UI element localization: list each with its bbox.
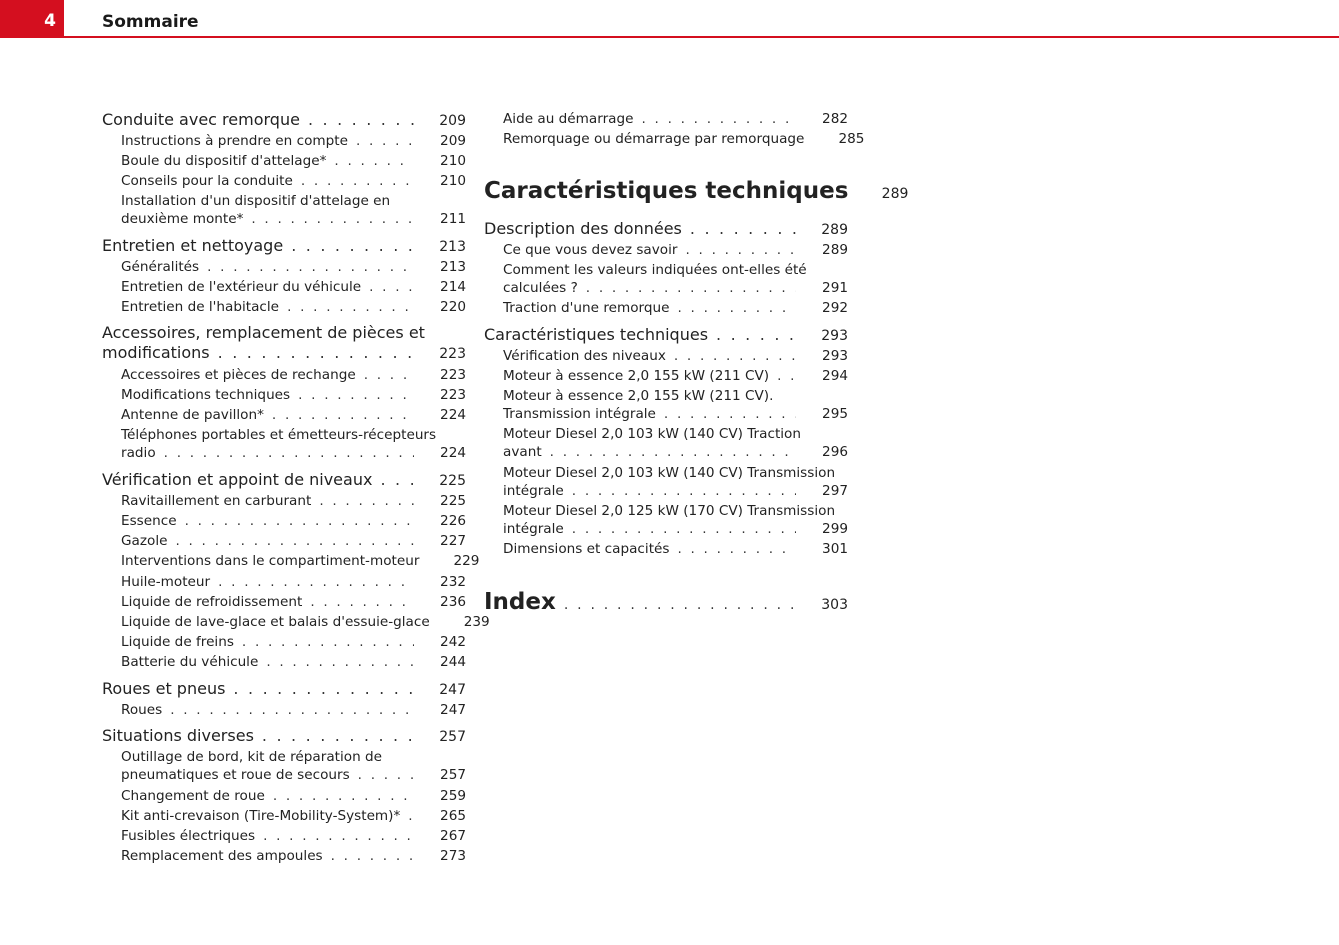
toc-entry[interactable]: Généralités . . . 213 [102, 258, 466, 276]
toc-entry[interactable]: Fusibles électriques . . . 267 [102, 827, 466, 845]
toc-entry[interactable]: Ce que vous devez savoir . . . 289 [484, 241, 848, 259]
toc-entry[interactable]: Entretien de l'extérieur du véhicule . . . 214 [102, 278, 466, 296]
toc-entry[interactable]: Antenne de pavillon* . . . 224 [102, 406, 466, 424]
toc-entry[interactable]: Remplacement des ampoules . . . 273 [102, 847, 466, 865]
toc-entry[interactable]: Instructions à prendre en compte . . . 209 [102, 132, 466, 150]
toc-entry[interactable]: Roues . . . 247 [102, 701, 466, 719]
toc-chapter-index[interactable]: Index . . . 303 [484, 587, 848, 620]
toc-entry[interactable]: Changement de roue . . . 259 [102, 787, 466, 805]
toc-entry[interactable]: Moteur Diesel 2,0 103 kW (140 CV) Traction avant . . . 296 [484, 425, 848, 461]
page-number: 4 [0, 0, 64, 38]
toc-entry[interactable]: Moteur Diesel 2,0 103 kW (140 CV) Transmission intégrale . . . 297 [484, 464, 848, 500]
toc-entry[interactable]: Conseils pour la conduite . . . 210 [102, 172, 466, 190]
toc-entry[interactable]: Kit anti-crevaison (Tire-Mobility-System)* . . . 265 [102, 807, 466, 825]
toc-entry[interactable]: Accessoires et pièces de rechange . . . 223 [102, 366, 466, 384]
toc-entry[interactable]: Comment les valeurs indiquées ont-elles été calculées ? . . . 291 [484, 261, 848, 297]
toc-entry[interactable]: Moteur à essence 2,0 155 kW (211 CV) . . . 294 [484, 367, 848, 385]
toc-entry[interactable]: Roues et pneus . . . 247 [102, 679, 466, 700]
toc-entry[interactable]: Outillage de bord, kit de réparation de pneumatiques et roue de secours . . . 257 [102, 748, 466, 784]
toc-entry[interactable]: Liquide de refroidissement . . . 236 [102, 593, 466, 611]
toc-entry[interactable]: Installation d'un dispositif d'attelage en deuxième monte* . . . 211 [102, 192, 466, 228]
toc-entry[interactable]: Accessoires, remplacement de pièces et modifications . . . 223 [102, 323, 466, 364]
toc-entry[interactable]: Vérification des niveaux . . . 293 [484, 347, 848, 365]
toc-entry[interactable]: Vérification et appoint de niveaux . . . 225 [102, 470, 466, 491]
toc-entry[interactable]: Moteur à essence 2,0 155 kW (211 CV). Transmission intégrale . . . 295 [484, 387, 848, 423]
toc-chapter-title[interactable]: Caractéristiques techniques 289 [484, 178, 909, 204]
toc-entry[interactable]: Gazole . . . 227 [102, 532, 466, 550]
toc-entry[interactable]: Description des données . . . 289 [484, 219, 848, 240]
toc-entry[interactable]: Batterie du véhicule . . . 244 [102, 653, 466, 671]
toc-entry[interactable]: Traction d'une remorque . . . 292 [484, 299, 848, 317]
toc-entry[interactable]: Dimensions et capacités . . . 301 [484, 540, 848, 558]
toc-entry[interactable]: Téléphones portables et émetteurs-récepteurs radio . . . 224 [102, 426, 466, 462]
toc-entry[interactable]: Remorquage ou démarrage par remorquage 285 [503, 131, 865, 147]
toc-entry[interactable]: Interventions dans le compartiment-moteur 229 [121, 553, 480, 569]
toc-entry[interactable]: Liquide de freins . . . 242 [102, 633, 466, 651]
toc-entry[interactable]: Boule du dispositif d'attelage* . . . 210 [102, 152, 466, 170]
toc-entry[interactable]: Caractéristiques techniques . . . 293 [484, 325, 848, 346]
toc-entry[interactable]: Liquide de lave-glace et balais d'essuie-glace 239 [121, 614, 490, 630]
toc-entry[interactable]: Aide au démarrage . . . 282 [484, 110, 848, 128]
toc-entry[interactable]: Entretien et nettoyage . . . 213 [102, 236, 466, 257]
section-title: Sommaire [102, 12, 199, 32]
toc-entry[interactable]: Conduite avec remorque . . . 209 [102, 110, 466, 131]
toc-entry[interactable]: Modifications techniques . . . 223 [102, 386, 466, 404]
toc-entry[interactable]: Entretien de l'habitacle . . . 220 [102, 298, 466, 316]
toc-entry[interactable]: Situations diverses . . . 257 [102, 726, 466, 747]
toc-entry[interactable]: Ravitaillement en carburant . . . 225 [102, 492, 466, 510]
toc-entry[interactable]: Moteur Diesel 2,0 125 kW (170 CV) Transmission intégrale . . . 299 [484, 502, 848, 538]
toc-entry[interactable]: Huile-moteur . . . 232 [102, 573, 466, 591]
page-header [0, 0, 1339, 38]
toc-entry[interactable]: Essence . . . 226 [102, 512, 466, 530]
